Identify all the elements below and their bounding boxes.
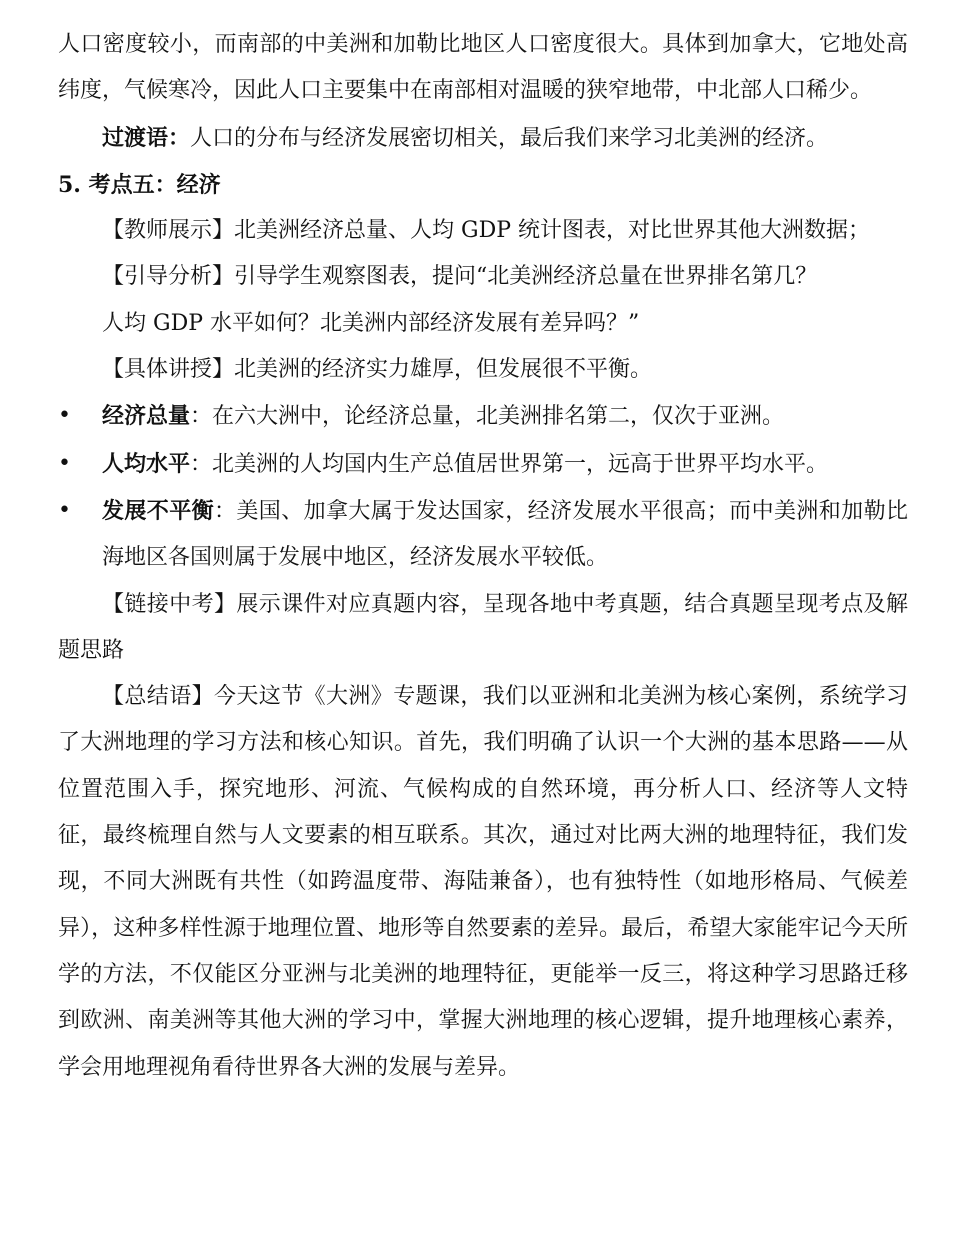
bullet-item-unbalanced xyxy=(58,488,908,582)
bullet-item-per-capita xyxy=(58,441,908,488)
paragraph-guide-analysis-line2: 人均 GDP 水平如何？北美洲内部经济发展有差异吗？” xyxy=(102,310,640,336)
bullet-item-economy-total xyxy=(58,393,908,440)
paragraph-guide-analysis-line1: 【引导分析】引导学生观察图表，提问“北美洲经济总量在世界排名第几？ xyxy=(102,264,818,290)
section-5-heading xyxy=(58,162,908,208)
transition-label: 过渡语： xyxy=(102,124,191,151)
paragraph-exam-link: 【链接中考】展示课件对应真题内容，呈现各地中考真题，结合真题呈现考点及解题思路 xyxy=(58,591,908,663)
paragraph-summary: 【总结语】今天这节《大洲》专题课，我们以亚洲和北美洲为核心案例，系统学习了大洲地理的学习方法和核心知识。首先，我们明确了认识一个大洲的基本思路——从位置范围入手，探究地形、河流、气候构成的自然环境，再分析人口、经济等人文特征，最终梳理自然与人文要素的相互联系。其次，通过对比两大洲的地理特征，我们发现，不同大洲既有共性（如跨温度带、海陆兼备），也有独特性（如地形格局、气候差异），这种多样性源于地理位置、地形等自然要素的差异。最后，希望大家能牢记今天所学的方法，不仅能区分亚洲与北美洲的地理特征，更能举一反三，将这种学习思路迁移到欧洲、南美洲等其他大洲的学习中，掌握大洲地理的核心逻辑，提升地理核心素养，学会用地理视角看待世界各大洲的发展与差异。 xyxy=(58,684,908,1080)
paragraph-teacher-show: 【教师展示】北美洲经济总量、人均 GDP 统计图表，对比世界其他大洲数据； xyxy=(102,218,871,244)
bullet-label: 经济总量 xyxy=(102,403,191,430)
transition-text: 人口的分布与经济发展密切相关，最后我们来学习北美洲的经济。 xyxy=(190,125,829,151)
paragraph-population-end: 人口密度较小，而南部的中美洲和加勒比地区人口密度很大。具体到加拿大，它地处高纬度，气候寒冷，因此人口主要集中在南部相对温暖的狭窄地带，中北部人口稀少。 xyxy=(58,32,908,104)
bullet-text: ：北美洲的人均国内生产总值居世界第一，远高于世界平均水平。 xyxy=(190,451,829,477)
bullet-text: ：美国、加拿大属于发达国家，经济发展水平很高；而中美洲和加勒比海地区各国则属于发展中地区，经济发展水平较低。 xyxy=(102,498,908,571)
bullet-icon: • xyxy=(58,497,71,523)
bullet-icon: • xyxy=(58,403,71,429)
bullet-icon: • xyxy=(58,450,71,476)
paragraph-explain: 【具体讲授】北美洲的经济实力雄厚，但发展很不平衡。 xyxy=(102,357,653,383)
document-page xyxy=(58,22,908,1091)
paragraph-transition xyxy=(58,115,908,162)
section-5-number: 5. xyxy=(58,171,81,198)
bullet-label: 发展不平衡 xyxy=(102,497,214,524)
bullet-label: 人均水平 xyxy=(102,450,191,477)
section-5-title: 考点五：经济 xyxy=(88,171,221,198)
bullet-text: ：在六大洲中，论经济总量，北美洲排名第二，仅次于亚洲。 xyxy=(190,404,785,430)
